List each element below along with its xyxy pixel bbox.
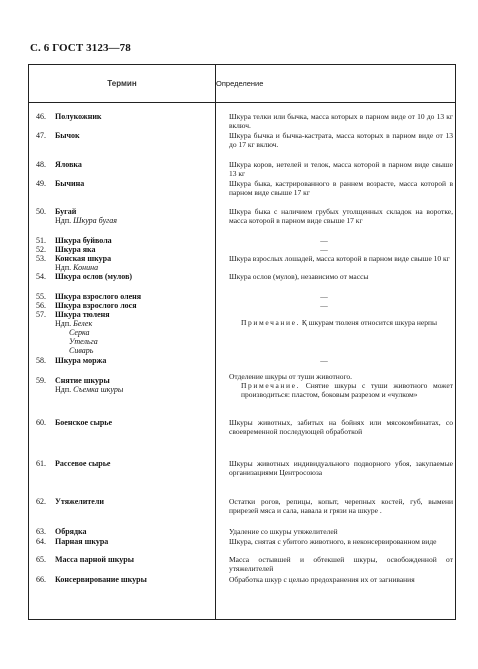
term-number: 54.: [36, 272, 46, 281]
term-text: Парная шкура: [55, 537, 109, 546]
term-number: 52.: [36, 245, 46, 254]
definition-row-47: Шкура бычка и бычка-кастрата, масса которых в парном виде от 13 до 17 кг включ.: [229, 131, 453, 149]
definition-row-65: Масса остывшей и обтекшей шкуры, освобожденной от утяжелителей: [229, 555, 453, 573]
term-text: Шкура тюленя: [55, 310, 110, 319]
note-text: Снятие шкуры с туши животного может производиться: пластом, боковым разрезом и «чулком»: [241, 381, 453, 399]
term-row-50: [36, 207, 214, 225]
term-text: Бычок: [55, 131, 80, 140]
term-number: 53.: [36, 254, 46, 263]
term-synonym: Ндп. Белек: [55, 319, 93, 328]
term-text: Шкура яка: [55, 245, 96, 254]
definition-row-62: Остатки рогов, репицы, копыт, черепных костей, губ, вымени прирезей мяса и сала, навала и грязи на шкуре .: [229, 497, 453, 515]
term-text: Консервирование шкуры: [55, 575, 147, 584]
definition-row-46: Шкура телки или бычка, масса которых в парном виде от 10 до 13 кг включ.: [229, 112, 453, 130]
definition-text: Отделение шкуры от туши животного.: [229, 372, 353, 381]
note-label: Примечание.: [241, 381, 301, 390]
column-divider: [215, 65, 216, 619]
term-synonym-extra: Сиварь: [69, 346, 94, 355]
definition-row-61: Шкуры животных индивидуального подворного убоя, закупаемые организациями Центросоюза: [229, 459, 453, 477]
term-row-55: [36, 292, 214, 301]
term-text: Шкура моржа: [55, 356, 107, 365]
note-label: Примечание.: [241, 318, 301, 327]
definition-row-55: [229, 292, 453, 301]
term-synonym: Ндп. Шкура бугая: [55, 216, 117, 225]
term-row-64: [36, 537, 214, 546]
term-text: Боенское сырье: [55, 418, 113, 427]
definition-row-59: [229, 372, 453, 399]
dash-mark: —: [320, 356, 328, 365]
term-text: Утяжелители: [55, 497, 104, 506]
term-text: Шкура ослов (мулов): [55, 272, 133, 281]
term-number: 47.: [36, 131, 46, 140]
definition-row-50: Шкура быка с наличием грубых утолщенных складок на воротке, масса которой в парном виде свыше 17 кг: [229, 207, 453, 225]
term-row-58: [36, 356, 214, 365]
term-number: 64.: [36, 537, 46, 546]
term-synonym: Ндп. Конина: [55, 263, 99, 272]
term-row-47: [36, 131, 214, 140]
term-row-53: [36, 254, 214, 272]
note-block: [229, 381, 453, 399]
column-header-term: Термин: [107, 79, 137, 88]
dash-mark: —: [320, 245, 328, 254]
term-number: 61.: [36, 459, 46, 468]
definition-row-57: [229, 318, 453, 327]
term-row-66: [36, 575, 214, 584]
page-header: С. 6 ГОСТ 3123—78: [30, 42, 131, 54]
term-row-49: [36, 179, 214, 188]
definition-row-56: [229, 301, 453, 310]
term-number: 56.: [36, 301, 46, 310]
term-number: 63.: [36, 527, 46, 536]
term-text: Бычина: [55, 179, 85, 188]
term-synonym-extra: Серка: [69, 328, 90, 337]
term-text: Рассевое сырье: [55, 459, 111, 468]
term-text: Шкура взрослого лося: [55, 301, 137, 310]
term-number: 59.: [36, 376, 46, 385]
term-row-65: [36, 555, 214, 564]
term-number: 55.: [36, 292, 46, 301]
definition-row-51: [229, 236, 453, 245]
definition-row-53: Шкура взрослых лошадей, масса которой в парном виде свыше 10 кг: [229, 254, 450, 263]
term-text: Шкура взрослого оленя: [55, 292, 142, 301]
term-row-56: [36, 301, 214, 310]
term-row-62: [36, 497, 214, 506]
term-number: 66.: [36, 575, 46, 584]
definition-row-66: Обработка шкур с целью предохранения их от загнивания: [229, 575, 415, 584]
note-text: Қ шкурам тюленя относится шкура нерпы: [301, 318, 438, 327]
dash-mark: —: [320, 292, 328, 301]
term-number: 50.: [36, 207, 46, 216]
term-row-48: [36, 160, 214, 169]
term-number: 57.: [36, 310, 46, 319]
definition-row-63: Удаление со шкуры утяжелителей: [229, 527, 338, 536]
term-number: 60.: [36, 418, 46, 427]
term-text: Снятие шкуры: [55, 376, 110, 385]
term-text: Шкура буйвола: [55, 236, 112, 245]
term-number: 58.: [36, 356, 46, 365]
term-row-61: [36, 459, 214, 468]
term-text: Обрядка: [55, 527, 87, 536]
term-synonym-extra: Утельга: [69, 337, 98, 346]
term-row-60: [36, 418, 214, 427]
term-number: 62.: [36, 497, 46, 506]
dash-mark: —: [320, 236, 328, 245]
term-synonym: Ндп. Съемка шкуры: [55, 385, 124, 394]
definition-row-49: Шкура быка, кастрированного в раннем возрасте, масса которой в парном виде свыше 17 кг: [229, 179, 453, 197]
definition-row-58: [229, 356, 453, 365]
definition-row-54: Шкура ослов (мулов), независимо от массы: [229, 272, 369, 281]
term-row-54: [36, 272, 214, 281]
definition-row-60: Шкуры животных, забитых на бойнях или мясокомбинатах, со своевременной последующей обработкой: [229, 418, 453, 436]
dash-mark: —: [320, 301, 328, 310]
terms-table: [28, 64, 456, 620]
term-text: Конская шкура: [55, 254, 112, 263]
header-divider: [29, 102, 455, 103]
term-number: 49.: [36, 179, 46, 188]
column-header-definition: Определение: [216, 79, 264, 88]
term-text: Бугай: [55, 207, 77, 216]
definition-row-48: Шкура коров, нетелей и телок, масса которой в парном виде свыше 13 кг: [229, 160, 453, 178]
definition-row-52: [229, 245, 453, 254]
term-number: 65.: [36, 555, 46, 564]
term-row-46: [36, 112, 214, 121]
term-row-57: [36, 310, 214, 355]
term-row-51: [36, 236, 214, 245]
term-number: 48.: [36, 160, 46, 169]
term-text: Яловка: [55, 160, 82, 169]
term-row-59: [36, 376, 214, 394]
term-row-52: [36, 245, 214, 254]
term-number: 51.: [36, 236, 46, 245]
term-number: 46.: [36, 112, 46, 121]
term-text: Полукожник: [55, 112, 102, 121]
term-text: Масса парной шкуры: [55, 555, 134, 564]
definition-row-64: Шкура, снятая с убитого животного, в неконсервированном виде: [229, 537, 437, 546]
term-row-63: [36, 527, 214, 536]
